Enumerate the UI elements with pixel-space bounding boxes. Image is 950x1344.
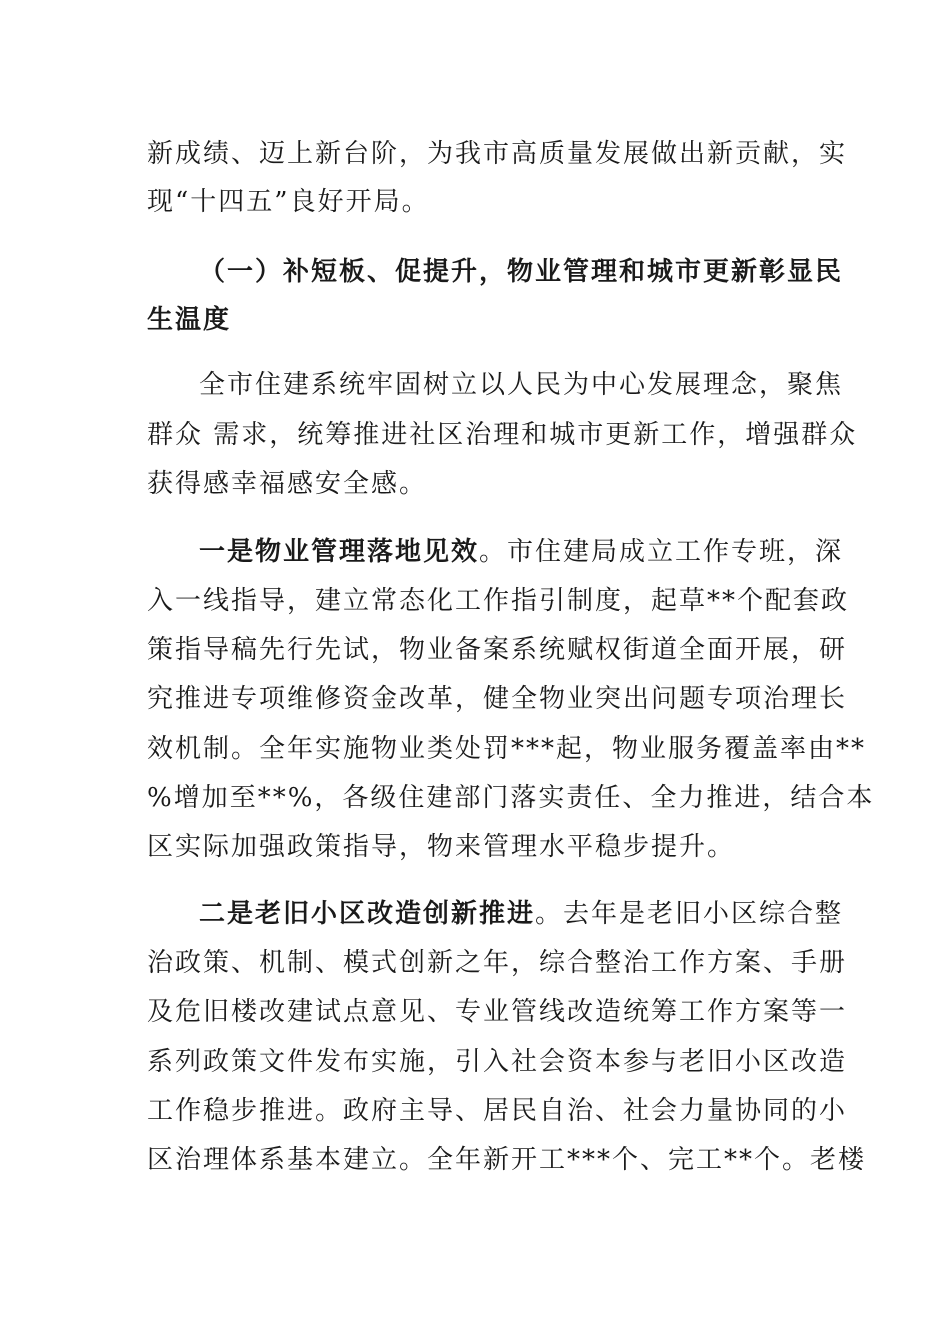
section-heading-line-2: 生温度 <box>147 305 232 335</box>
overview-line-3: 获得感幸福感安全感。 <box>147 469 428 499</box>
section-heading-line-1: （一）补短板、促提升，物业管理和城市更新彰显民 <box>199 257 844 287</box>
paragraph-two-line-6: 区治理体系基本建立。全年新开工***个、完工**个。老楼 <box>147 1145 867 1175</box>
paragraph-one-line-7: 区实际加强政策指导，物来管理水平稳步提升。 <box>147 832 736 862</box>
paragraph-two-line-5: 工作稳步推进。政府主导、居民自治、社会力量协同的小 <box>147 1096 848 1126</box>
paragraph-two-line-4: 系列政策文件发布实施，引入社会资本参与老旧小区改造 <box>147 1047 848 1077</box>
paragraph-one-line-4: 究推进专项维修资金改革，健全物业突出问题专项治理长 <box>147 684 848 714</box>
paragraph-two-lead: 二是老旧小区改造创新推进 <box>199 899 536 929</box>
paragraph-one-line-6: %增加至**%，各级住建部门落实责任、全力推进，结合本 <box>147 783 875 813</box>
paragraph-two-line-1 <box>199 897 859 931</box>
paragraph-one-lead: 一是物业管理落地见效 <box>199 537 480 567</box>
overview-line-1: 全市住建系统牢固树立以人民为中心发展理念，聚焦 <box>199 370 844 400</box>
paragraph-one-line-1 <box>199 535 859 569</box>
intro-line-1: 新成绩、迈上新台阶，为我市高质量发展做出新贡献，实 <box>147 139 848 169</box>
paragraph-two-line-2: 治政策、机制、模式创新之年，综合整治工作方案、手册 <box>147 948 848 978</box>
overview-line-2: 群众 需求，统筹推进社区治理和城市更新工作，增强群众 <box>147 420 858 450</box>
paragraph-one-line-3: 策指导稿先行先试，物业备案系统赋权街道全面开展，研 <box>147 635 848 665</box>
intro-line-2: 现“十四五”良好开局。 <box>147 187 430 217</box>
paragraph-two-line-3: 及危旧楼改建试点意见、专业管线改造统筹工作方案等一 <box>147 997 848 1027</box>
paragraph-one-line-1-rest: 。市住建局成立工作专班，深 <box>479 537 844 567</box>
paragraph-one-line-2: 入一线指导，建立常态化工作指引制度，起草**个配套政 <box>147 586 850 616</box>
paragraph-one-line-5: 效机制。全年实施物业类处罚***起，物业服务覆盖率由** <box>147 734 867 764</box>
paragraph-two-line-1-rest: 。去年是老旧小区综合整 <box>535 899 844 929</box>
